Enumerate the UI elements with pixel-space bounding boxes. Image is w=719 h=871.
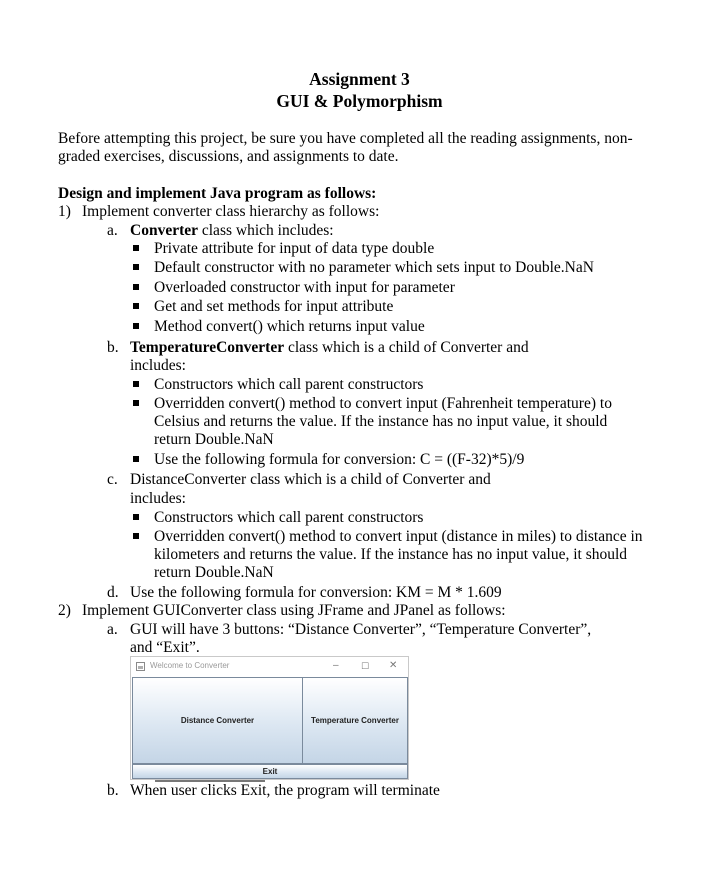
minimize-icon[interactable]: – [333, 660, 339, 671]
temperature-bullet-2-line-2: Celsius and returns the value. If the instance has no input value, it should [154, 413, 608, 430]
window-title: Welcome to Converter [150, 661, 230, 670]
java-app-icon [136, 662, 145, 671]
item-1-text: Implement converter class hierarchy as follows: [82, 203, 380, 220]
bullet-icon [133, 245, 139, 251]
item-2b-label: b. [107, 782, 119, 799]
converter-class-name: Converter [130, 222, 198, 239]
item-1c-line-2: includes: [130, 490, 186, 507]
assignment-title: Assignment 3 [309, 69, 410, 89]
item-1-number: 1) [58, 203, 71, 220]
bullet-icon [133, 456, 139, 462]
temperature-converter-button[interactable] [302, 677, 408, 764]
distance-converter-button[interactable] [132, 677, 303, 764]
item-2-text: Implement GUIConverter class using JFrame and JPanel as follows: [82, 602, 506, 619]
converter-bullet-4: Get and set methods for input attribute [154, 298, 394, 315]
bullet-icon [133, 323, 139, 329]
temperature-bullet-2-line-1: Overridden convert() method to convert input (Fahrenheit temperature) to [154, 395, 612, 412]
converter-bullet-1: Private attribute for input of data type double [154, 240, 435, 257]
distance-bullet-2-line-2: kilometers and returns the value. If the instance has no input value, it should [154, 546, 628, 563]
temperature-bullet-2-line-3: return Double.NaN [154, 431, 274, 448]
bullet-icon [133, 381, 139, 387]
converter-bullet-2: Default constructor with no parameter which sets input to Double.NaN [154, 259, 594, 276]
item-2a-line-1: GUI will have 3 buttons: “Distance Converter”, “Temperature Converter”, [130, 621, 592, 638]
bullet-icon [133, 533, 139, 539]
converter-bullet-3: Overloaded constructor with input for parameter [154, 279, 455, 296]
converter-window [130, 656, 409, 780]
bullet-icon [133, 400, 139, 406]
item-1b-label: b. [107, 339, 119, 356]
temperature-bullet-3: Use the following formula for conversion: C = ((F-32)*5)/9 [154, 451, 525, 468]
temperature-converter-class-name: TemperatureConverter [130, 339, 285, 356]
exit-button[interactable] [132, 764, 408, 779]
item-1a-rest: class which includes: [198, 222, 334, 239]
intro-line-1: Before attempting this project, be sure you have completed all the reading assignments, non- [58, 130, 633, 147]
item-1b-line-2: includes: [130, 357, 186, 374]
temperature-converter-label: Temperature Converter [311, 715, 399, 725]
item-1c-text: DistanceConverter class which is a child of Converter and [130, 471, 491, 488]
exit-label: Exit [262, 766, 278, 776]
distance-bullet-2-line-1: Overridden convert() method to convert input (distance in miles) to distance in [154, 528, 643, 545]
converter-bullet-5: Method convert() which returns input value [154, 318, 425, 335]
distance-bullet-1: Constructors which call parent constructors [154, 509, 424, 526]
intro-line-2: graded exercises, discussions, and assignments to date. [58, 148, 399, 165]
item-2a-label: a. [107, 621, 118, 638]
item-1d-text: Use the following formula for conversion: KM = M * 1.609 [130, 584, 502, 601]
item-2b-text: When user clicks Exit, the program will terminate [130, 782, 440, 799]
assignment-subtitle: GUI & Polymorphism [276, 91, 443, 111]
item-1b-rest: class which is a child of Converter and [284, 339, 529, 356]
distance-bullet-2-line-3: return Double.NaN [154, 564, 274, 581]
maximize-icon[interactable]: ☐ [361, 661, 370, 671]
close-icon[interactable]: ✕ [389, 660, 398, 671]
bullet-icon [133, 303, 139, 309]
bullet-icon [133, 284, 139, 290]
item-1c-label: c. [107, 471, 118, 488]
item-1b-text [130, 339, 529, 357]
temperature-bullet-1: Constructors which call parent constructors [154, 376, 424, 393]
window-title-bar[interactable] [131, 657, 408, 677]
bullet-icon [133, 514, 139, 520]
design-heading: Design and implement Java program as follows: [58, 185, 377, 202]
bullet-icon [133, 264, 139, 270]
item-2a-line-2: and “Exit”. [130, 639, 200, 656]
item-1a-label: a. [107, 222, 118, 239]
item-2-number: 2) [58, 602, 71, 619]
item-1d-label: d. [107, 584, 119, 601]
item-1a-text [130, 222, 334, 240]
distance-converter-label: Distance Converter [180, 715, 255, 725]
